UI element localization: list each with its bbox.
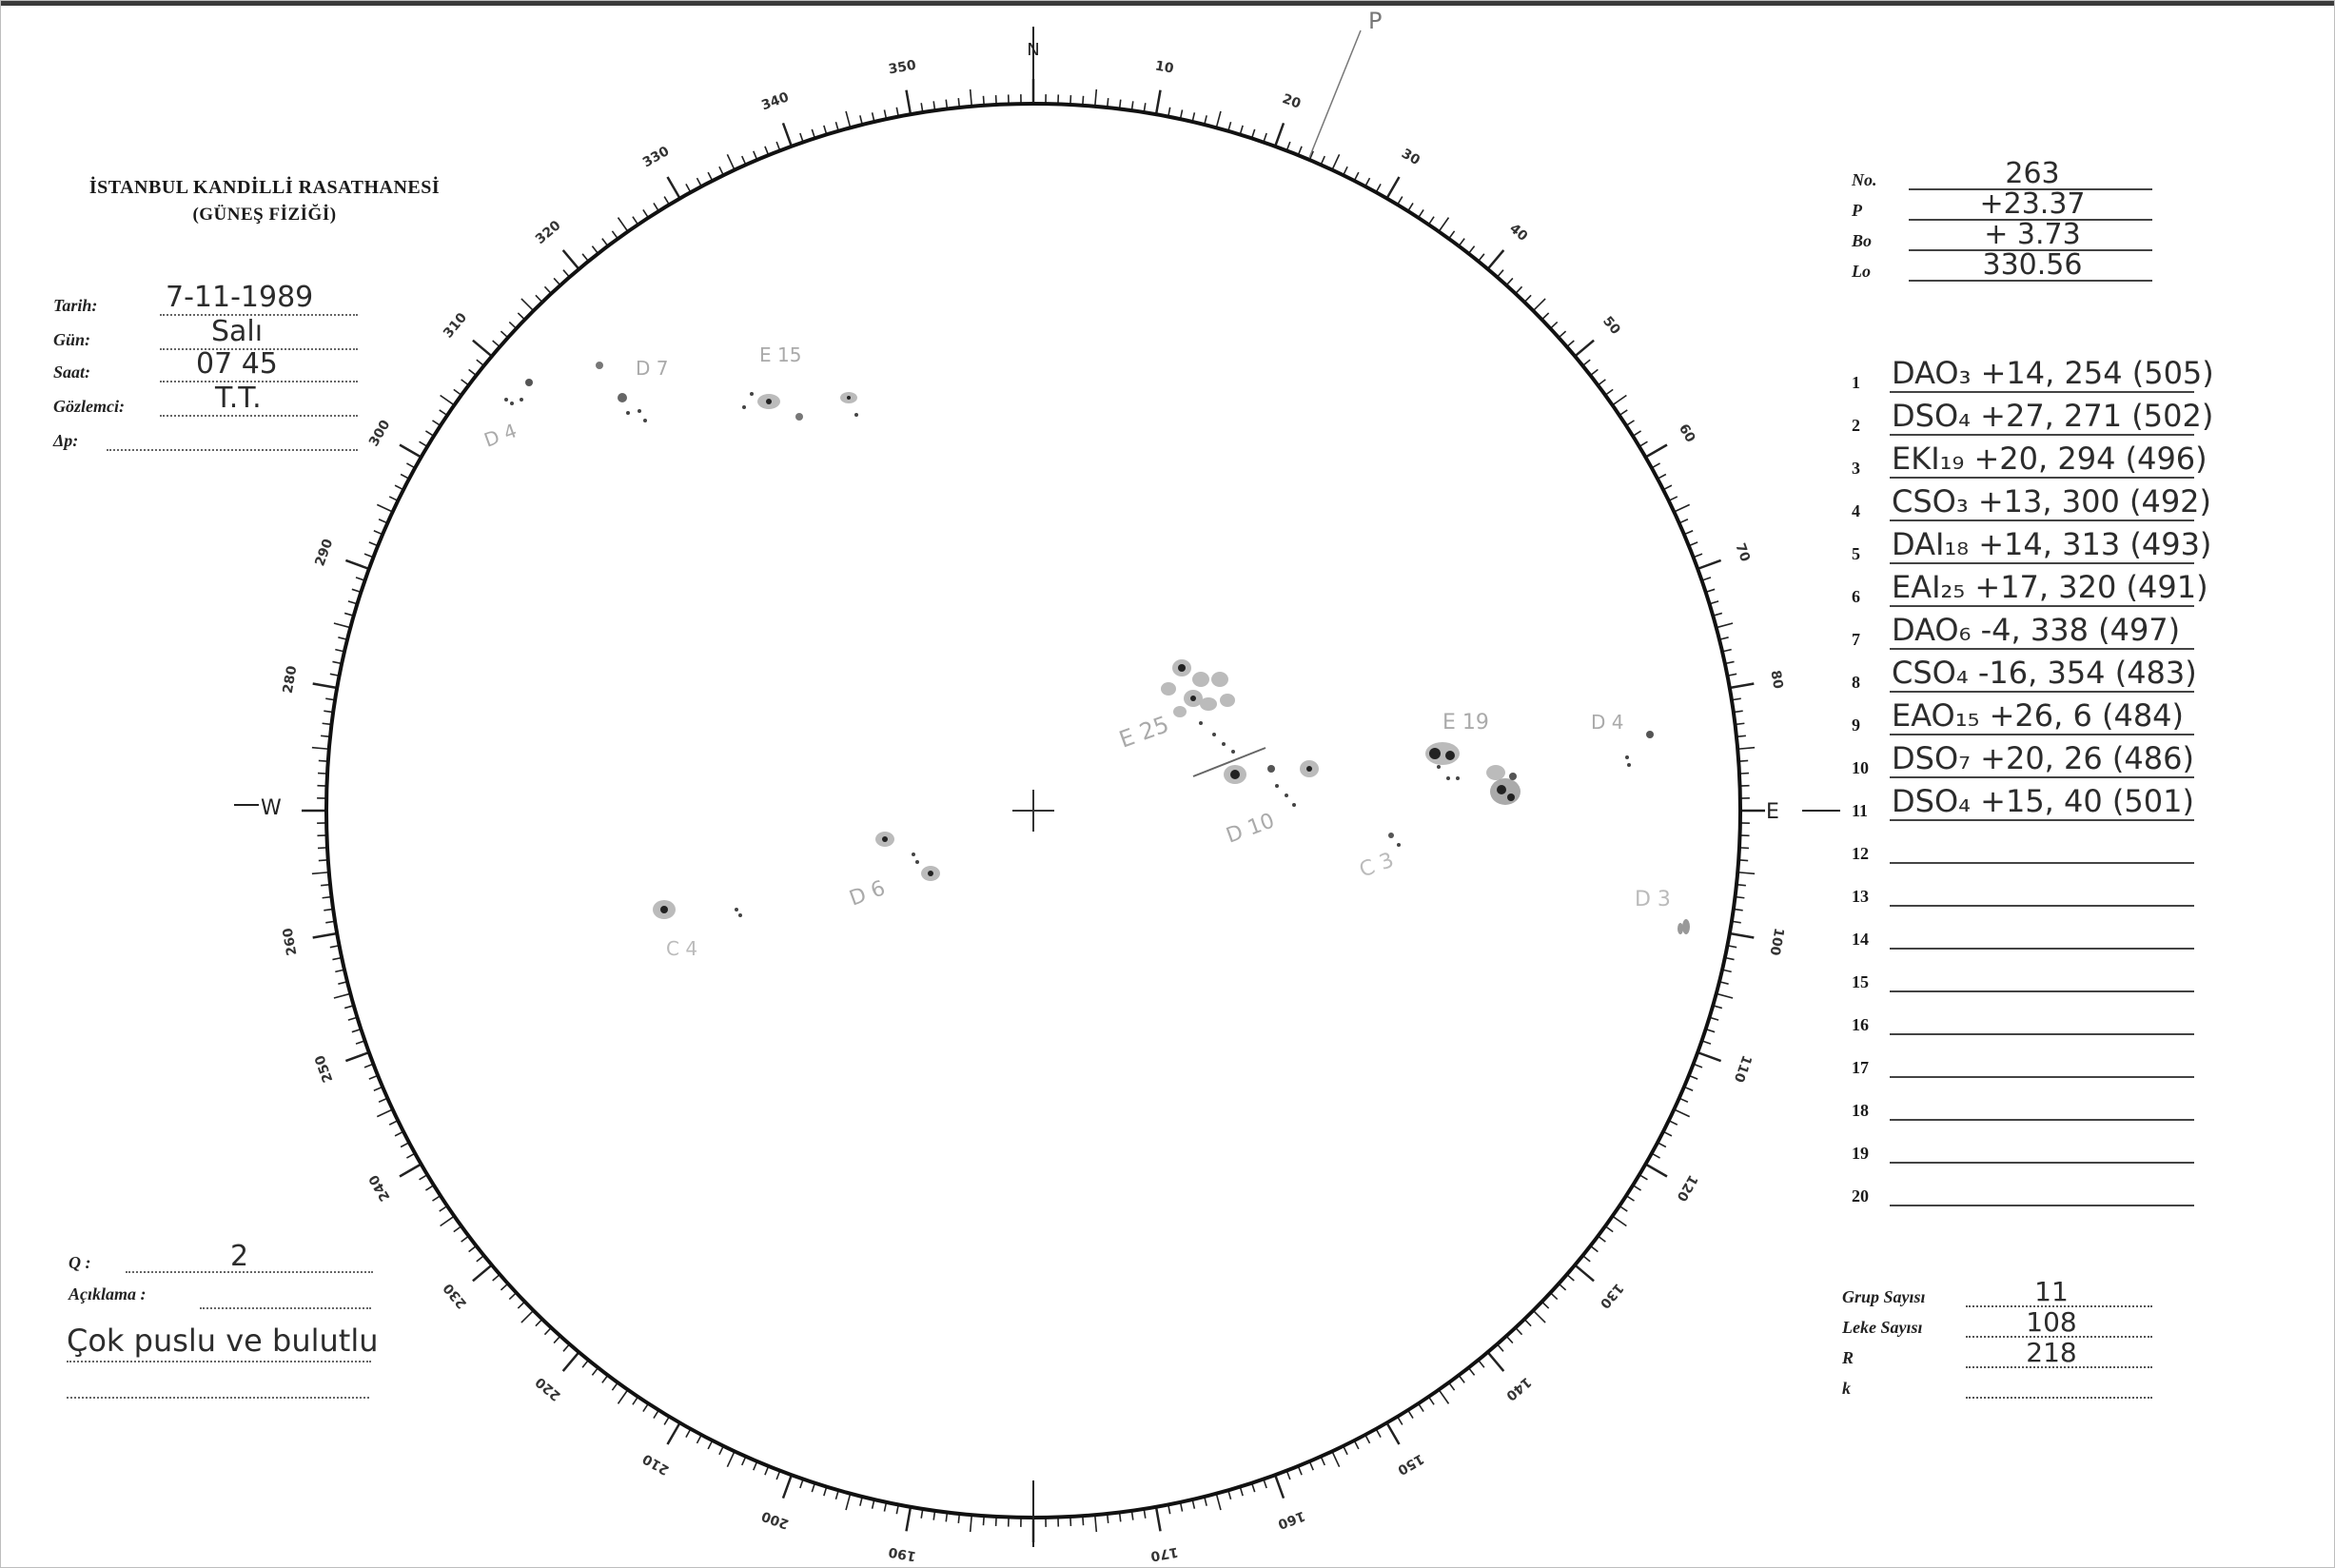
scale-label: 160 xyxy=(1275,1507,1307,1532)
time-value: 07 45 xyxy=(196,347,278,381)
q-value: 2 xyxy=(230,1240,249,1273)
scale-tick xyxy=(1216,111,1221,127)
scale-tick xyxy=(1488,1352,1504,1371)
group-entry: DSO₄ +15, 40 (501) xyxy=(1892,783,2194,819)
scale-tick xyxy=(377,1109,392,1117)
scale-tick xyxy=(1332,154,1340,169)
k-label: k xyxy=(1842,1379,1851,1398)
scale-tick xyxy=(1697,1052,1720,1061)
scale-tick xyxy=(1645,1165,1667,1177)
scale-label: 150 xyxy=(1394,1450,1427,1478)
spot-count-value: 108 xyxy=(2026,1306,2077,1338)
q-label: Q : xyxy=(69,1253,91,1272)
scale-label: 120 xyxy=(1673,1171,1700,1205)
group-number: 3 xyxy=(1852,459,1860,478)
scale-tick xyxy=(1575,1265,1594,1282)
observatory-name: İSTANBUL KANDİLLİ RASATHANESİ xyxy=(88,177,441,198)
scale-tick xyxy=(1645,445,1667,458)
delta-p-label: Δp: xyxy=(53,431,79,450)
scale-label: 140 xyxy=(1502,1373,1535,1403)
scale-tick xyxy=(1275,1475,1284,1498)
scale-tick xyxy=(1730,933,1755,938)
scale-label: 280 xyxy=(280,664,301,696)
west-label: W xyxy=(261,796,282,820)
sunspot-group xyxy=(742,392,858,421)
scale-tick xyxy=(1613,1216,1627,1225)
scale-tick xyxy=(1156,90,1161,115)
p-label: P xyxy=(1852,201,1862,220)
scale-tick xyxy=(313,683,338,688)
scale-tick xyxy=(1275,123,1284,146)
scale-tick xyxy=(1674,504,1689,512)
scale-label: 100 xyxy=(1766,926,1787,957)
scale-tick xyxy=(618,218,628,232)
scale-tick xyxy=(1575,341,1594,357)
group-count-label: Grup Sayısı xyxy=(1842,1287,1926,1306)
scale-label: 210 xyxy=(639,1450,673,1478)
scale-tick xyxy=(1613,396,1627,405)
group-number: 8 xyxy=(1852,673,1860,692)
scale-tick xyxy=(618,1390,628,1404)
scale-tick xyxy=(563,1352,579,1371)
scale-tick xyxy=(473,1265,492,1282)
group-entry: CSO₄ -16, 354 (483) xyxy=(1892,655,2197,691)
group-number: 7 xyxy=(1852,630,1860,649)
scale-tick xyxy=(846,111,851,127)
scale-tick xyxy=(1439,1390,1448,1404)
group-number: 17 xyxy=(1852,1058,1869,1077)
scale-label: 340 xyxy=(759,89,792,114)
scale-label: 60 xyxy=(1675,421,1698,445)
scale-label: 40 xyxy=(1506,221,1531,245)
scale-label: 250 xyxy=(312,1052,337,1085)
scale-tick xyxy=(1717,623,1733,628)
scale-label: 230 xyxy=(441,1280,471,1312)
no-value: 263 xyxy=(2005,157,2060,190)
time-label: Saat: xyxy=(53,363,91,382)
scale-tick xyxy=(906,90,911,115)
scale-tick xyxy=(971,89,972,107)
lo-value: 330.56 xyxy=(1982,248,2083,282)
group-number: 19 xyxy=(1852,1144,1869,1163)
group-number: 5 xyxy=(1852,544,1860,563)
group-number: 10 xyxy=(1852,758,1869,777)
scale-tick xyxy=(441,396,455,405)
group-entry: DAO₃ +14, 254 (505) xyxy=(1892,355,2214,391)
scale-tick xyxy=(906,1507,911,1532)
group-number: 20 xyxy=(1852,1186,1869,1205)
group-number: 13 xyxy=(1852,887,1869,906)
scale-tick xyxy=(400,445,422,458)
sunspot-group xyxy=(1678,919,1690,934)
group-entry: CSO₃ +13, 300 (492) xyxy=(1892,483,2212,519)
group-number: 18 xyxy=(1852,1101,1869,1120)
scale-label: 290 xyxy=(312,537,337,569)
scale-label: 10 xyxy=(1153,58,1175,77)
r-value: 218 xyxy=(2026,1337,2077,1368)
disk-center-cross xyxy=(1012,790,1054,832)
scale-tick xyxy=(1387,177,1400,199)
scale-tick xyxy=(400,1165,422,1177)
group-label: D 10 xyxy=(1223,809,1278,849)
group-number: 1 xyxy=(1852,373,1860,392)
scale-label: 110 xyxy=(1730,1052,1755,1085)
group-label: E 25 xyxy=(1115,711,1173,754)
group-label: E 19 xyxy=(1442,711,1489,735)
date-label: Tarih: xyxy=(53,296,98,315)
scale-label: 350 xyxy=(887,57,918,78)
scale-tick xyxy=(971,1515,972,1532)
day-label: Gün: xyxy=(53,330,91,349)
scale-tick xyxy=(334,623,350,628)
scale-tick xyxy=(1332,1451,1340,1466)
comment-text: Çok puslu ve bulutlu xyxy=(67,1323,379,1359)
p-value: +23.37 xyxy=(1979,187,2086,221)
sunspot-group xyxy=(653,900,742,919)
scale-tick xyxy=(563,250,579,269)
sunspot-group xyxy=(875,832,940,881)
sunspot-group xyxy=(1425,742,1521,805)
scale-tick xyxy=(1095,89,1097,107)
group-number: 14 xyxy=(1852,930,1869,949)
group-number: 4 xyxy=(1852,501,1860,520)
scale-tick xyxy=(521,1310,534,1323)
scale-tick xyxy=(1533,1310,1545,1323)
scale-tick xyxy=(1488,250,1504,269)
scale-tick xyxy=(727,1451,735,1466)
group-label: D 7 xyxy=(636,357,669,380)
scale-label: 260 xyxy=(280,926,301,957)
group-entry: EAI₂₅ +17, 320 (491) xyxy=(1892,569,2208,605)
scale-label: 30 xyxy=(1399,146,1423,169)
lo-label: Lo xyxy=(1852,262,1871,281)
scale-tick xyxy=(1216,1494,1221,1510)
p-angle-label: P xyxy=(1368,8,1383,34)
r-label: R xyxy=(1842,1348,1854,1367)
observer-value: T.T. xyxy=(215,382,262,415)
scale-label: 220 xyxy=(532,1373,564,1403)
group-number: 2 xyxy=(1852,416,1860,435)
sunspot-group xyxy=(1161,659,1235,754)
scale-tick xyxy=(377,504,392,512)
group-number: 12 xyxy=(1852,844,1869,863)
scale-label: 200 xyxy=(759,1507,792,1532)
group-number: 15 xyxy=(1852,972,1869,991)
scale-tick xyxy=(668,1422,680,1444)
group-label: D 6 xyxy=(846,876,889,911)
observer-label: Gözlemci: xyxy=(53,397,125,416)
scale-tick xyxy=(1697,560,1720,569)
group-number: 9 xyxy=(1852,715,1860,735)
sunspot-group xyxy=(1625,731,1654,767)
group-label: C 3 xyxy=(1356,848,1398,883)
date-value: 7-11-1989 xyxy=(166,281,314,314)
group-entry: DSO₇ +20, 26 (486) xyxy=(1892,740,2194,776)
scale-tick xyxy=(668,177,680,199)
group-label: D 4 xyxy=(1591,711,1624,734)
sunspot-group xyxy=(1388,833,1401,847)
group-number: 11 xyxy=(1852,801,1869,820)
group-number: 6 xyxy=(1852,587,1860,606)
day-value: Salı xyxy=(211,315,264,348)
scale-tick xyxy=(1095,1515,1097,1532)
scale-label: 330 xyxy=(639,144,673,171)
group-entry: DSO₄ +27, 271 (502) xyxy=(1892,398,2214,434)
scale-label: 70 xyxy=(1732,540,1754,564)
group-entry: EKI₁₉ +20, 294 (496) xyxy=(1892,441,2207,477)
scale-tick xyxy=(727,154,735,169)
group-label: E 15 xyxy=(759,343,802,366)
scale-label: 300 xyxy=(366,417,394,450)
scale-tick xyxy=(1674,1109,1689,1117)
scale-label: 310 xyxy=(441,309,471,342)
east-label: E xyxy=(1766,800,1779,824)
scale-tick xyxy=(1730,683,1755,688)
scale-tick xyxy=(441,1216,455,1225)
scale-tick xyxy=(1717,993,1733,998)
scale-label: 50 xyxy=(1599,313,1623,338)
scale-tick xyxy=(1387,1422,1400,1444)
comment-label: Açıklama : xyxy=(69,1284,147,1303)
scale-label: 20 xyxy=(1280,90,1304,112)
scale-tick xyxy=(521,299,534,311)
scale-tick xyxy=(334,993,350,998)
p-angle-pointer xyxy=(1309,30,1361,158)
group-label: C 4 xyxy=(666,937,698,960)
no-label: No. xyxy=(1852,170,1877,189)
group-entry: DAO₆ -4, 338 (497) xyxy=(1892,612,2181,648)
bo-label: Bo xyxy=(1852,231,1873,250)
scale-tick xyxy=(312,748,329,750)
scale-tick xyxy=(783,123,792,146)
group-entry: DAI₁₈ +14, 313 (493) xyxy=(1892,526,2212,562)
scale-label: 130 xyxy=(1596,1280,1626,1312)
scale-tick xyxy=(313,933,338,938)
group-count-value: 11 xyxy=(2034,1276,2069,1307)
scale-label: 240 xyxy=(366,1171,394,1205)
scale-tick xyxy=(1737,872,1755,874)
north-label: N xyxy=(1027,40,1040,60)
scale-label: 190 xyxy=(887,1543,918,1564)
scale-label: 320 xyxy=(532,218,564,248)
group-number: 16 xyxy=(1852,1015,1869,1034)
scale-tick xyxy=(846,1494,851,1510)
group-entry: EAO₁₅ +26, 6 (484) xyxy=(1892,697,2185,734)
scale-tick xyxy=(473,341,492,357)
scale-label: 80 xyxy=(1767,669,1786,691)
scale-tick xyxy=(1737,748,1755,750)
sunspot-group xyxy=(504,379,533,405)
scale-tick xyxy=(345,1052,368,1061)
bo-value: + 3.73 xyxy=(1984,218,2081,251)
scale-tick xyxy=(312,872,329,874)
scale-tick xyxy=(1156,1507,1161,1532)
scale-label: 170 xyxy=(1148,1543,1180,1564)
group-label: D 3 xyxy=(1635,888,1671,911)
scale-tick xyxy=(1533,299,1545,311)
sunspot-group xyxy=(1224,760,1319,807)
scale-tick xyxy=(783,1475,792,1498)
scale-tick xyxy=(1439,218,1448,232)
group-label: D 4 xyxy=(481,419,520,452)
spot-count-label: Leke Sayısı xyxy=(1842,1318,1923,1337)
scale-tick xyxy=(345,560,368,569)
observatory-department: (GÜNEŞ FİZİĞİ) xyxy=(192,205,337,225)
